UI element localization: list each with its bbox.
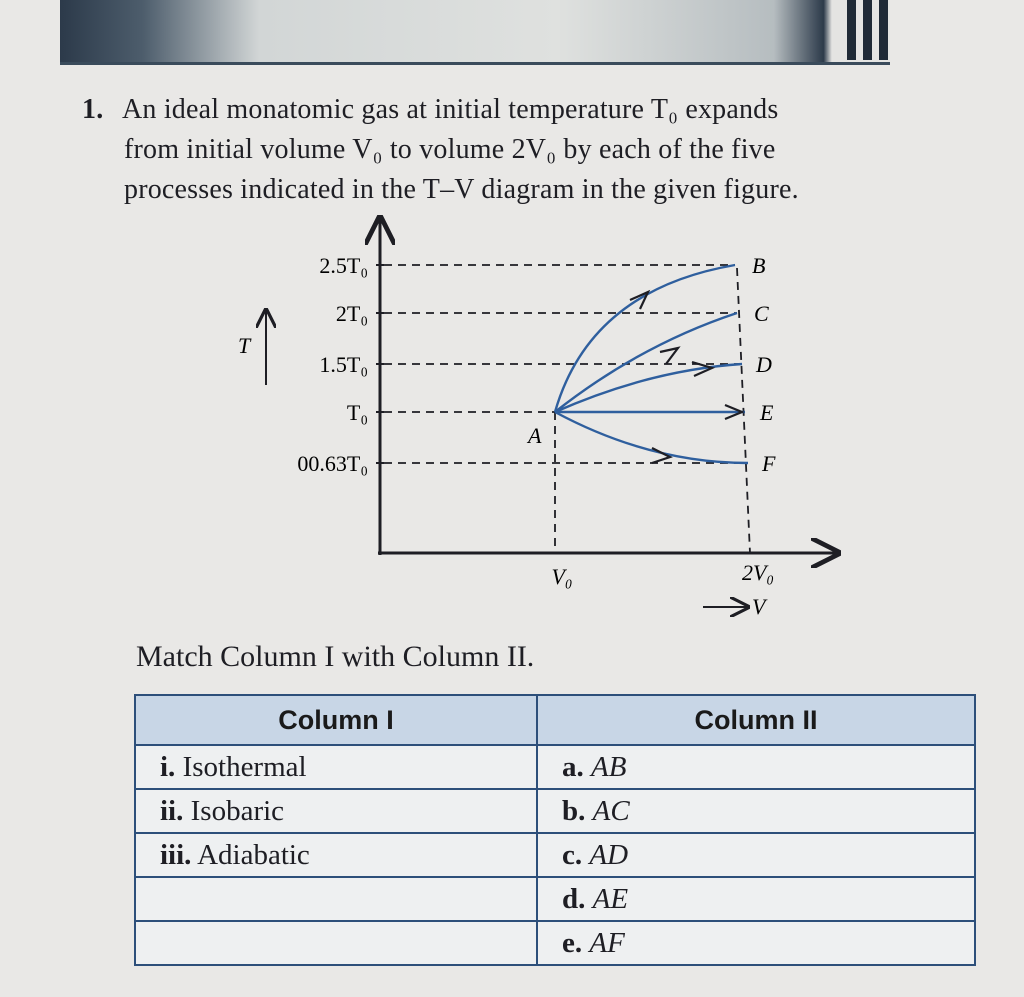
arrow-ac-icon	[660, 348, 678, 364]
y-tick-2p5t0: 2.5T₀	[319, 253, 368, 278]
point-e-label: E	[760, 400, 774, 425]
col2-item-label: b.	[562, 794, 586, 827]
question-line-1: An ideal monatomic gas at initial temperature T₀ expands	[122, 94, 779, 125]
arrow-ad-icon	[692, 362, 712, 376]
header-bars-decoration	[847, 0, 888, 60]
table-row	[135, 833, 975, 877]
curve-af	[555, 412, 748, 463]
col2-item-text: AB	[591, 750, 627, 783]
point-c-label: C	[754, 301, 769, 326]
arrow-ab-icon	[630, 292, 648, 309]
point-d-label: D	[756, 352, 772, 377]
page-header-banner	[60, 0, 890, 65]
col1-item-text: Adiabatic	[197, 838, 310, 871]
col1-item-text: Isothermal	[182, 750, 307, 783]
match-table	[134, 694, 976, 966]
match-instruction: Match Column I with Column II.	[136, 640, 535, 673]
column-1-header: Column I	[135, 695, 537, 745]
guide-2v0	[737, 268, 750, 553]
column-2-header: Column II	[537, 695, 975, 745]
col2-item-text: AE	[592, 882, 629, 915]
table-row	[135, 877, 975, 921]
col1-item-label: ii.	[160, 794, 184, 827]
y-tick-1p5t0: 1.5T₀	[319, 352, 368, 377]
col1-item-label: i.	[160, 750, 176, 783]
y-tick-0p63t0: 00.63T₀	[297, 451, 368, 476]
col2-item-text: AC	[592, 794, 630, 827]
question-text	[82, 90, 932, 210]
point-b-label: B	[752, 253, 766, 278]
point-a-label: A	[528, 423, 542, 448]
x-axis-label: V	[752, 594, 766, 619]
curve-ac	[555, 313, 737, 412]
curve-ab	[555, 265, 735, 412]
table-row	[135, 789, 975, 833]
col1-item-text: Isobaric	[190, 794, 285, 827]
col2-item-label: d.	[562, 882, 586, 915]
point-f-label: F	[762, 451, 776, 476]
table-row	[135, 921, 975, 965]
col1-item-label: iii.	[160, 838, 192, 871]
col2-item-label: c.	[562, 838, 583, 871]
col2-item-text: AF	[589, 926, 625, 959]
y-axis-label: T	[238, 333, 251, 358]
arrow-ae-icon	[725, 405, 742, 419]
col2-item-text: AD	[589, 838, 629, 871]
table-row	[135, 745, 975, 789]
x-tick-v0: V₀	[551, 564, 573, 589]
x-tick-2v0: 2V₀	[741, 560, 775, 585]
arrow-af-icon	[652, 448, 670, 463]
col2-item-label: a.	[562, 750, 584, 783]
curve-ad	[555, 364, 742, 412]
y-tick-t0: T₀	[346, 400, 368, 425]
question-line-2: from initial volume V₀ to volume 2V₀ by each of the five	[124, 134, 776, 165]
question-number: 1.	[82, 94, 104, 125]
y-tick-2t0: 2T₀	[335, 301, 368, 326]
question-line-3: processes indicated in the T–V diagram in the given figure.	[124, 174, 799, 205]
col2-item-label: e.	[562, 926, 583, 959]
